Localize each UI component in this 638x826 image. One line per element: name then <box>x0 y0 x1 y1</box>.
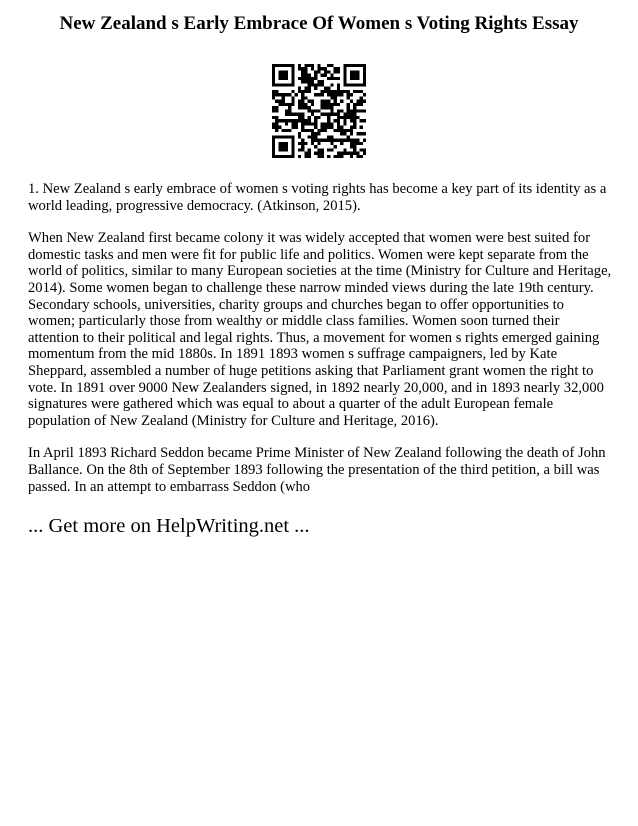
document-title: New Zealand s Early Embrace Of Women s Voting Rights Essay <box>59 13 579 34</box>
essay-body <box>28 181 612 511</box>
paragraph-3: In April 1893 Richard Seddon became Prime Minister of New Zealand following the death of John Ballance. On the 8th of September 1893 following the presentation of the third petition, a bill was passed. In an attempt to embarrass Seddon (who <box>28 445 606 495</box>
qr-code-icon[interactable] <box>272 64 366 158</box>
qr-code-graphic <box>272 64 366 158</box>
paragraph-1: 1. New Zealand s early embrace of women s voting rights has become a key part of its identity as a world leading, progressive democracy. (Atkinson, 2015). <box>28 181 607 214</box>
get-more-link[interactable]: ... Get more on HelpWriting.net ... <box>28 515 310 537</box>
paragraph-2: When New Zealand first became colony it was widely accepted that women were best suited for domestic tasks and men were fit for public life and politics. Women were kept separate from the world of politics, similar to many European societies at the time (Ministry for Culture and Heritage, 2014). Some women began to challenge these narrow minded views during the late 19th century. Secondary schools, universities, charity groups and churches began to offer opportunities to women; particularly those from wealthy or middle class families. Women soon turned their attention to their political and legal rights. Thus, a movement for women s rights emerged gaining momentum from the mid 1880s. In 1891 1893 women s suffrage campaigners, led by Kate Sheppard, assembled a number of huge petitions asking that Parliament grant women the right to vote. In 1891 over 9000 New Zealanders signed, in 1892 nearly 20,000, and in 1893 nearly 32,000 signatures were gathered which was equal to about a quarter of the adult European female population of New Zealand (Ministry for Culture and Heritage, 2016). <box>28 230 612 429</box>
